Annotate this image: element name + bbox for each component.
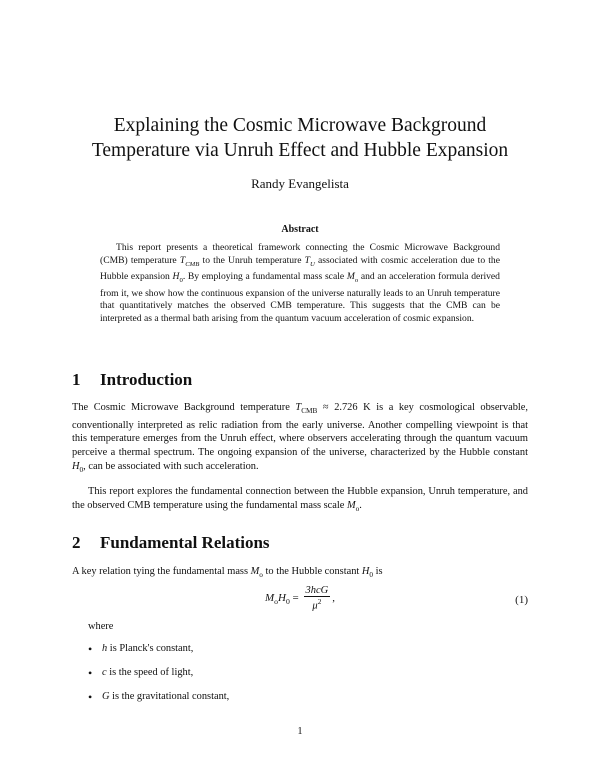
equation-number: (1) xyxy=(515,594,528,606)
author-name: Randy Evangelista xyxy=(251,176,349,191)
equation-fraction xyxy=(304,585,331,612)
equation-body: $M_oH_0$ = $\frac{\text{3hcG}}{\mu^2}$ , xyxy=(264,585,336,612)
page-number: 1 xyxy=(297,726,303,737)
title-line-2: Temperature via Unruh Effect and Hubble Expansion xyxy=(91,140,509,161)
where-text: where xyxy=(88,621,114,632)
section-heading-fundamental-relations: 2 Fundamental Relations xyxy=(72,533,270,552)
equation-1 xyxy=(72,585,528,619)
equation-denominator: $\mu^2$ xyxy=(312,597,322,612)
section-heading-introduction: 1 Introduction xyxy=(72,370,193,389)
list-item: • G is the gravitational constant, xyxy=(88,690,230,704)
bullet-icon: • xyxy=(88,690,93,704)
abstract-heading: Abstract xyxy=(281,224,319,235)
title-line-1: Explaining the Cosmic Microwave Background xyxy=(113,115,487,136)
abstract-body: This report presents a theoretical framework connecting the Cosmic Microwave Background (CMB) temperature $T_{CMB}$ to the Unruh temperature $T_U$ associated with cosmic acceleration due to the Hubble expansion $H_0$. By employing a fundamental mass scale $M_o$ and an acceleration formula derived from it, we show how the continuous expansion of the universe naturally leads to an Unruh temperature that quantitatively matches the observed CMB temperature. This suggests that the CMB can be interpreted as a thermal bath arising from the quantum vacuum acceleration of cosmic expansion. xyxy=(100,242,500,324)
bullet-icon: • xyxy=(88,642,93,656)
equation-numerator: 3hcG xyxy=(305,585,329,596)
intro-paragraph-2: This report explores the fundamental connection between the Hubble expansion, Unruh temperature, and the observed CMB temperature using the fundamental mass scale $M_o$. xyxy=(72,486,528,513)
relations-paragraph-1: A key relation tying the fundamental mass $M_o$ to the Hubble constant $H_0$ is xyxy=(72,566,383,580)
symbol-list xyxy=(88,643,508,715)
list-item: • h is Planck's constant, xyxy=(88,642,194,656)
paper-title xyxy=(60,113,540,163)
bullet-icon: • xyxy=(88,666,93,680)
list-item: • c is the speed of light, xyxy=(88,666,194,680)
intro-paragraph-1: The Cosmic Microwave Background temperature $T_{CMB} \approx 2.726$ K is a key cosmological observable, conventionally interpreted as relic radiation from the early universe. Another compelling viewpoint is that this temperature emerges from the Unruh effect, where observers accelerating through the quantum vacuum perceive a thermal spectrum. The ongoing expansion of the universe, characterized by the Hubble constant $H_0$, can be associated with such acceleration. xyxy=(72,402,528,474)
